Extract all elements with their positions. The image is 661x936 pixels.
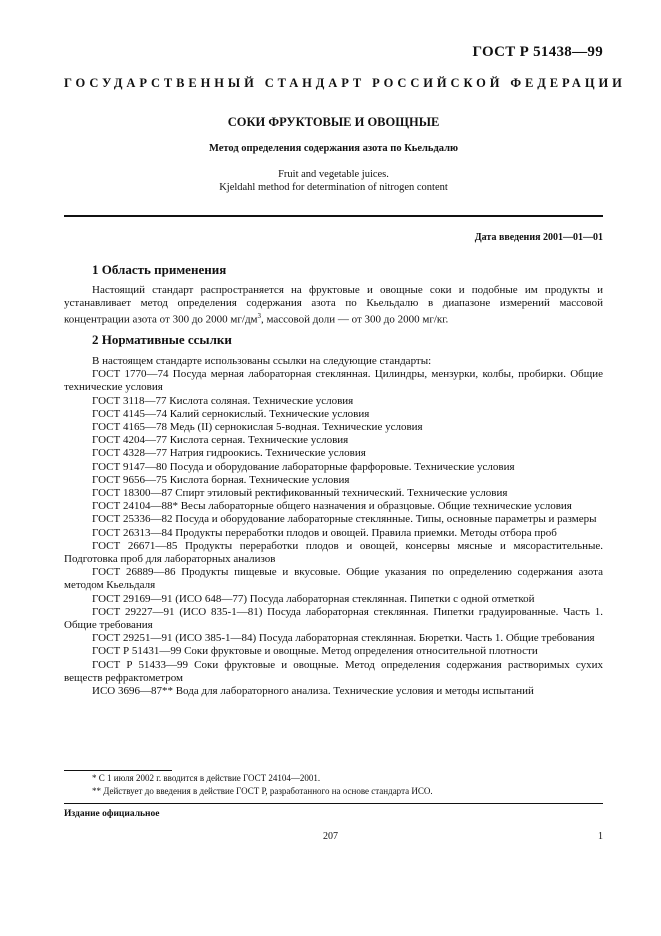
- scope-text-superscript: 3: [257, 312, 261, 321]
- english-title: [64, 168, 603, 194]
- standard-code: ГОСТ Р 51438—99: [472, 44, 603, 60]
- section-1-body: [64, 284, 603, 327]
- reference-item: ГОСТ 4145—74 Калий сернокислый. Технические условия: [92, 407, 370, 420]
- normative-references: [64, 355, 603, 698]
- reference-item: ГОСТ 26671—85 Продукты переработки плодов и овощей, консервы мясные и мясорастительные. Подготовка проб для лабораторных анализов: [64, 539, 603, 566]
- reference-item: ГОСТ 4165—78 Медь (II) сернокислая 5-водная. Технические условия: [92, 421, 423, 434]
- scope-paragraph: [64, 284, 603, 327]
- reference-item: ГОСТ 9147—80 Посуда и оборудование лабораторные фарфоровые. Технические условия: [92, 460, 515, 473]
- reference-item: ГОСТ 29251—91 (ИСО 385-1—84) Посуда лабораторная стеклянная. Бюретки. Часть 1. Общие требования: [92, 632, 595, 645]
- reference-item: ГОСТ 25336—82 Посуда и оборудование лабораторные стеклянные. Типы, основные параметры и размеры: [92, 513, 597, 526]
- references-intro: В настоящем стандарте использованы ссылки на следующие стандарты:: [92, 355, 432, 367]
- scope-text-tail: , массовой доли — от 300 до 2000 мг/кг.: [261, 314, 449, 327]
- reference-item: ГОСТ 4204—77 Кислота серная. Технические условия: [92, 434, 349, 447]
- footer-divider: [64, 803, 603, 804]
- reference-item: ГОСТ 9656—75 Кислота борная. Технические условия: [92, 473, 350, 486]
- section-1-heading: 1 Область применения: [92, 262, 227, 277]
- reference-item: ГОСТ 26889—86 Продукты пищевые и вкусовые. Общие указания по определению содержания азота методом Кьельдаля: [64, 566, 603, 592]
- reference-item: ГОСТ 1770—74 Посуда мерная лабораторная стеклянная. Цилиндры, мензурки, колбы, пробирки. Общие технические условия: [64, 368, 603, 394]
- sheet-number: 1: [598, 831, 603, 842]
- reference-item: ГОСТ 4328—77 Натрия гидроокись. Технические условия: [92, 447, 366, 460]
- state-standard-title: ГОСУДАРСТВЕННЫЙ СТАНДАРТ РОССИЙСКОЙ ФЕДЕРАЦИИ: [64, 76, 626, 90]
- header-divider: [64, 215, 603, 217]
- section-2-heading: 2 Нормативные ссылки: [92, 332, 232, 347]
- english-title-line-1: Fruit and vegetable juices.: [278, 169, 389, 180]
- footnote-1: * С 1 июля 2002 г. вводится в действие ГОСТ 24104—2001.: [92, 773, 321, 783]
- footnote-divider: [64, 770, 172, 771]
- footnotes: [64, 772, 603, 798]
- reference-item: ГОСТ 29227—91 (ИСО 835-1—81) Посуда лабораторная стеклянная. Пипетки градуированные. Часть 1. Общие требования: [64, 605, 603, 632]
- reference-item: ГОСТ Р 51431—99 Соки фруктовые и овощные. Метод определения относительной плотности: [92, 645, 538, 658]
- footnote-2: ** Действует до введения в действие ГОСТ Р, разработанного на основе стандарта ИСО.: [92, 786, 433, 796]
- english-title-line-2: Kjeldahl method for determination of nitrogen content: [219, 182, 448, 193]
- page-number: 207: [323, 831, 338, 842]
- reference-item: ИСО 3696—87** Вода для лабораторного анализа. Технические условия и методы испытаний: [92, 685, 534, 698]
- reference-item: ГОСТ Р 51433—99 Соки фруктовые и овощные. Метод определения содержания растворимых сухих веществ рефрактометром: [64, 658, 603, 684]
- reference-item: ГОСТ 24104—88* Весы лабораторные общего назначения и образцовые. Общие технические условия: [92, 500, 572, 513]
- reference-item: ГОСТ 29169—91 (ИСО 648—77) Посуда лабораторная стеклянная. Пипетки с одной отметкой: [92, 592, 535, 605]
- scope-text-main: Настоящий стандарт распространяется на фруктовые и овощные соки и подобные им продукты и устанавливает метод определения содержания азота по Кьельдалю в диапазоне измерений массовой концентрации азота от 300 до 2000 мг/дм: [64, 284, 603, 327]
- introduction-date: Дата введения 2001—01—01: [474, 232, 603, 243]
- reference-item: ГОСТ 3118—77 Кислота соляная. Технические условия: [92, 394, 354, 407]
- edition-label: Издание официальное: [64, 809, 160, 819]
- reference-item: ГОСТ 18300—87 Спирт этиловый ректификованный технический. Технические условия: [92, 487, 508, 500]
- document-subtitle: Метод определения содержания азота по Кьельдалю: [208, 143, 459, 154]
- document-title: СОКИ ФРУКТОВЫЕ И ОВОЩНЫЕ: [227, 115, 440, 129]
- reference-item: ГОСТ 26313—84 Продукты переработки плодов и овощей. Правила приемки. Методы отбора проб: [92, 526, 557, 539]
